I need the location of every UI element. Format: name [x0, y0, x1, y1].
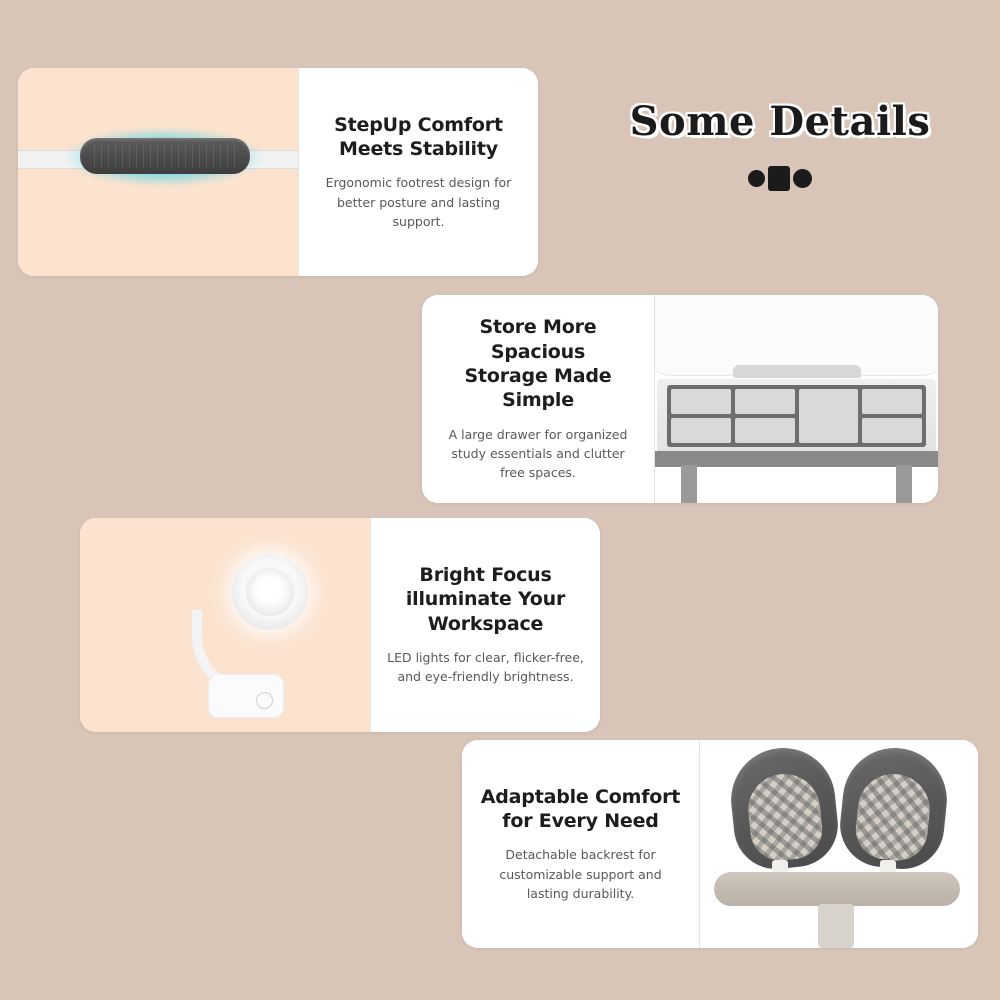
- footrest-bar-shape: [80, 138, 250, 174]
- drawer-cell: [862, 389, 922, 414]
- lamp-base-shape: [208, 674, 284, 718]
- footrest-illustration: [18, 68, 298, 276]
- page-title: Some Details: [629, 98, 931, 145]
- cushion-left-shape: [726, 743, 842, 873]
- seat-bar-shape: [714, 872, 960, 906]
- drawer-compartments: [667, 385, 926, 447]
- drawer-scene: [655, 295, 938, 503]
- drawer-cell: [735, 418, 795, 443]
- drawer-column: [799, 389, 859, 443]
- footrest-body: Ergonomic footrest design for better posture and lasting support.: [325, 175, 512, 229]
- storage-text-pane: [422, 295, 654, 503]
- drawer-cell: [671, 389, 731, 414]
- footrest-grooves: [94, 144, 236, 168]
- footrest-title: [334, 113, 503, 162]
- feature-card-backrest: [462, 740, 978, 948]
- backrest-title-line1: Adaptable Comfort: [480, 785, 681, 808]
- light-text-pane: [371, 518, 600, 732]
- desk-top-shape: [655, 295, 938, 376]
- cushion-right-shape: [836, 743, 952, 873]
- backrest-title-line2: for Every Need: [502, 809, 659, 832]
- ornament-dot-left: [748, 170, 765, 187]
- backrest-body: Detachable backrest for customizable support and lasting durability.: [499, 847, 662, 901]
- cushion-right-pattern: [853, 770, 934, 863]
- ornament-pill: [768, 166, 790, 191]
- footrest-title-line2: Meets Stability: [339, 137, 498, 160]
- backrest-photo: [700, 740, 978, 948]
- storage-photo: [655, 295, 938, 503]
- feature-card-footrest: [18, 68, 538, 276]
- drawer-cell: [671, 418, 731, 443]
- feature-card-storage: [422, 295, 938, 503]
- light-title-line1: Bright Focus: [419, 564, 552, 587]
- drawer-cell: [799, 389, 859, 443]
- seat-post-shape: [818, 904, 854, 948]
- drawer-handle-shape: [733, 365, 861, 378]
- light-title: [406, 563, 565, 636]
- light-body: LED lights for clear, flicker-free, and eye-friendly brightness.: [387, 650, 584, 685]
- footrest-text-pane: [299, 68, 538, 276]
- drawer-column: [671, 389, 731, 443]
- storage-body: A large drawer for organized study essentials and clutter free spaces.: [448, 426, 628, 481]
- drawer-column: [862, 389, 922, 443]
- light-title-line3: Workspace: [427, 612, 544, 635]
- lamp-illustration: [80, 518, 370, 732]
- drawer-column: [735, 389, 795, 443]
- footrest-title-line1: StepUp Comfort: [334, 113, 503, 136]
- storage-title-line1: Store More Spacious: [479, 316, 597, 363]
- storage-title: [438, 315, 638, 412]
- backrest-text-pane: [462, 740, 699, 948]
- drawer-cell: [862, 418, 922, 443]
- light-title-line2: illuminate Your: [405, 588, 566, 611]
- desk-leg-right: [896, 465, 912, 503]
- lamp-head-shape: [232, 554, 308, 630]
- backrest-title: [481, 785, 680, 834]
- page-heading: [600, 100, 960, 191]
- heading-ornament: [600, 166, 960, 191]
- desk-leg-left: [681, 465, 697, 503]
- ornament-dot-right: [793, 169, 812, 188]
- power-button-icon: [256, 692, 273, 709]
- cushion-left-pattern: [745, 770, 826, 863]
- seat-scene: [700, 740, 978, 948]
- feature-card-light: [80, 518, 600, 732]
- storage-title-line2: Storage Made Simple: [464, 364, 612, 412]
- drawer-cell: [735, 389, 795, 414]
